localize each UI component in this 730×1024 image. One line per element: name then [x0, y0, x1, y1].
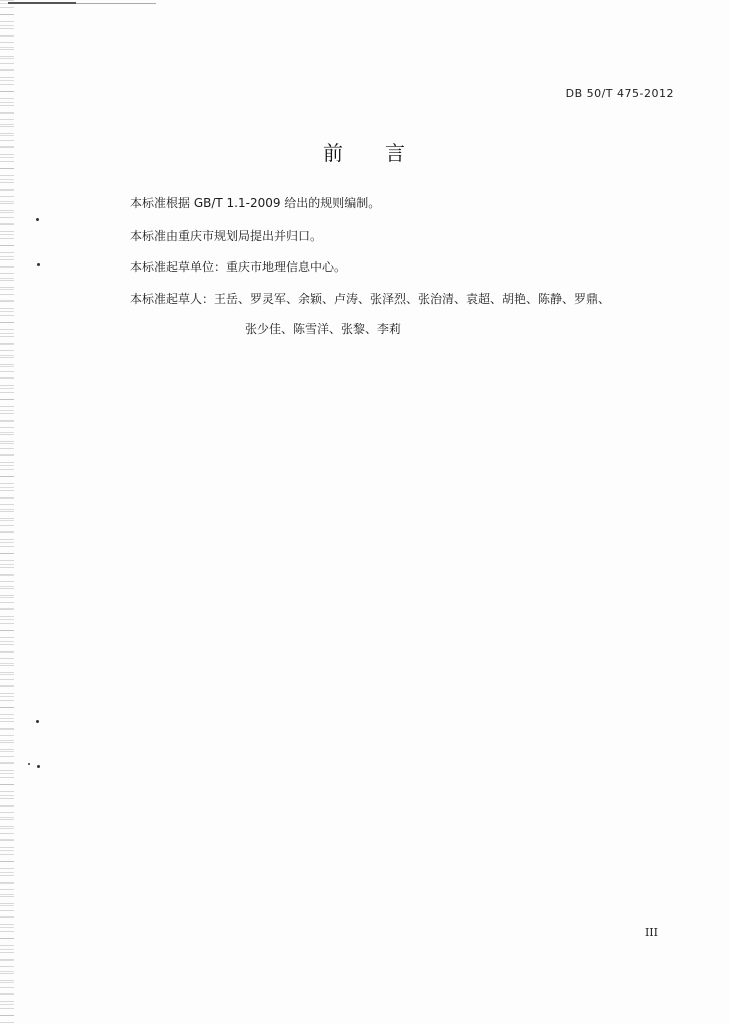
scan-dot	[28, 763, 30, 765]
scan-dot	[36, 720, 39, 723]
page-title	[0, 137, 730, 166]
document-code: DB 50/T 475-2012	[565, 87, 674, 100]
scan-line-artifact	[8, 2, 76, 4]
title-char-2: 言	[385, 141, 407, 165]
title-char-1: 前	[323, 141, 345, 165]
paragraph-drafters-continued: 张少佳、陈雪洋、张黎、李莉	[245, 322, 402, 336]
scan-dot	[37, 263, 40, 266]
scan-dot	[36, 218, 39, 221]
paragraph-drafting-rules: 本标准根据 GB/T 1.1-2009 给出的规则编制。	[130, 196, 381, 210]
scan-dot	[37, 765, 40, 768]
paragraph-proposer: 本标准由重庆市规划局提出并归口。	[130, 229, 323, 243]
scan-line-artifact-faint	[76, 3, 156, 4]
paragraph-drafters: 本标准起草人：王岳、罗灵军、余颖、卢涛、张泽烈、张治清、袁超、胡艳、陈静、罗鼎、	[130, 292, 611, 306]
paragraph-drafting-unit: 本标准起草单位：重庆市地理信息中心。	[130, 260, 347, 274]
page-number: III	[644, 926, 658, 939]
